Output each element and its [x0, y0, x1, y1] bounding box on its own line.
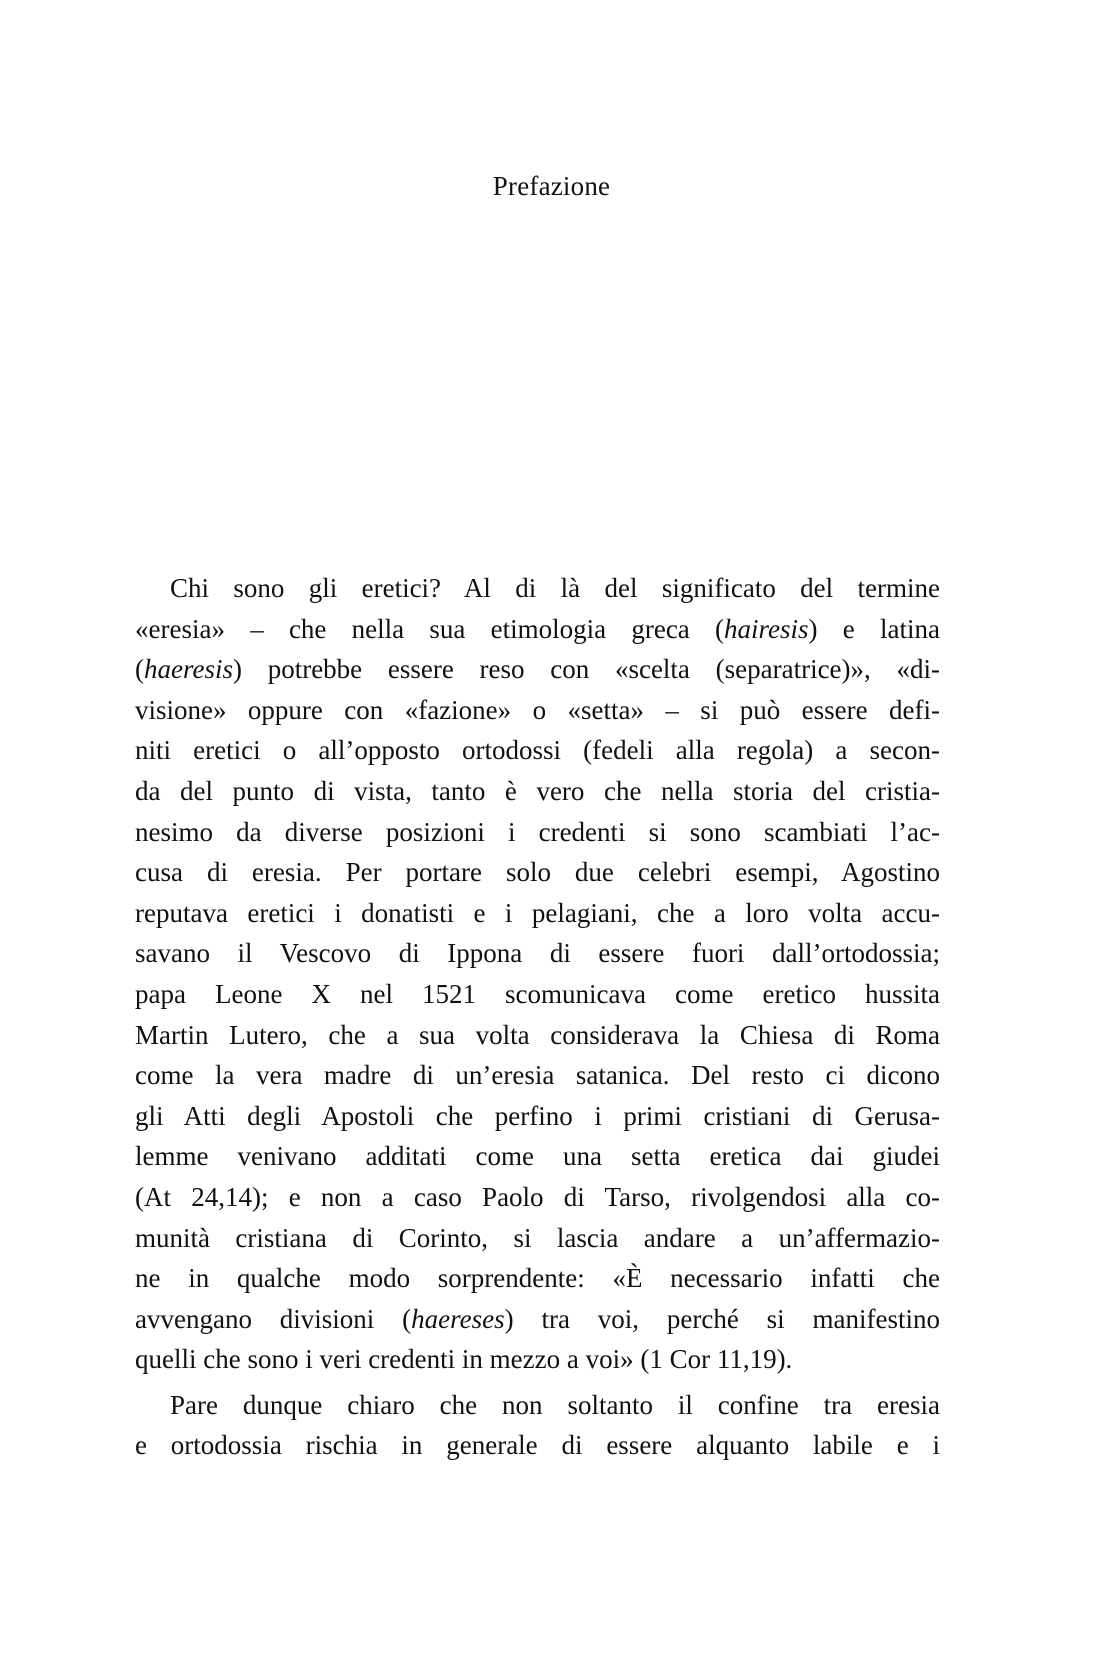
text-run: niti eretici o all’opposto ortodossi (fedeli alla regola) a secon-: [135, 735, 940, 766]
text-line: [135, 1055, 940, 1096]
text-run: ) potrebbe essere reso con «scelta (separatrice)», «di-: [233, 654, 940, 685]
text-run: ) e latina: [808, 613, 940, 644]
text-line: [135, 649, 940, 690]
text-run: (: [135, 654, 144, 685]
text-line: [135, 730, 940, 771]
text-line: [135, 852, 940, 893]
text-run: gli Atti degli Apostoli che perfino i primi cristiani di Gerusa-: [135, 1100, 940, 1131]
text-line: [135, 690, 940, 731]
text-run: visione» oppure con «fazione» o «setta» – si può essere defi-: [135, 694, 940, 725]
page-title: Prefazione: [492, 171, 611, 201]
text-run: e ortodossia rischia in generale di essere alquanto labile e i: [135, 1430, 940, 1461]
text-run: ) tra voi, perché si manifestino: [504, 1303, 940, 1334]
body-text: [135, 568, 940, 1466]
text-line: [135, 568, 940, 609]
paragraph: [135, 1385, 940, 1466]
text-run: Pare dunque chiaro che non soltanto il confine tra eresia: [170, 1389, 940, 1420]
text-run: ne in qualche modo sorprendente: «È necessario infatti che: [135, 1263, 940, 1294]
text-line: [135, 893, 940, 934]
text-run: avvengano divisioni (: [135, 1303, 412, 1334]
text-line: [135, 771, 940, 812]
text-run: da del punto di vista, tanto è vero che nella storia del cristia-: [135, 775, 940, 806]
text-line: [135, 1015, 940, 1056]
text-line: [135, 1177, 940, 1218]
text-line: [135, 1339, 940, 1380]
text-run: reputava eretici i donatisti e i pelagiani, che a loro volta accu-: [135, 897, 940, 928]
text-line: [135, 609, 940, 650]
text-line: [135, 1096, 940, 1137]
text-run: quelli che sono i veri credenti in mezzo a voi» (1 Cor 11,19).: [135, 1344, 793, 1375]
text-line: [135, 1136, 940, 1177]
text-line: [135, 1425, 940, 1466]
italic-term: hairesis: [724, 613, 809, 644]
text-run: munità cristiana di Corinto, si lascia andare a un’affermazio-: [135, 1222, 940, 1253]
text-run: cusa di eresia. Per portare solo due celebri esempi, Agostino: [135, 857, 940, 888]
text-run: Chi sono gli eretici? Al di là del significato del termine: [170, 573, 940, 603]
text-line: [135, 812, 940, 853]
text-line: [135, 1299, 940, 1340]
text-run: «eresia» – che nella sua etimologia greca (: [135, 613, 725, 644]
text-line: [135, 1385, 940, 1426]
text-line: [135, 933, 940, 974]
text-run: lemme venivano additati come una setta eretica dai giudei: [135, 1141, 940, 1172]
text-run: savano il Vescovo di Ippona di essere fuori dall’ortodossia;: [135, 938, 940, 969]
text-run: papa Leone X nel 1521 scomunicava come eretico hussita: [135, 978, 940, 1009]
text-line: [135, 1218, 940, 1259]
text-run: nesimo da diverse posizioni i credenti si sono scambiati l’ac-: [135, 816, 940, 847]
text-run: come la vera madre di un’eresia satanica. Del resto ci dicono: [135, 1060, 940, 1091]
italic-term: haeresis: [144, 654, 233, 685]
paragraph: [135, 568, 940, 1380]
text-run: (At 24,14); e non a caso Paolo di Tarso, rivolgendosi alla co-: [135, 1181, 940, 1212]
text-line: [135, 974, 940, 1015]
italic-term: haereses: [411, 1303, 505, 1334]
text-run: Martin Lutero, che a sua volta considerava la Chiesa di Roma: [135, 1019, 940, 1050]
text-line: [135, 1258, 940, 1299]
